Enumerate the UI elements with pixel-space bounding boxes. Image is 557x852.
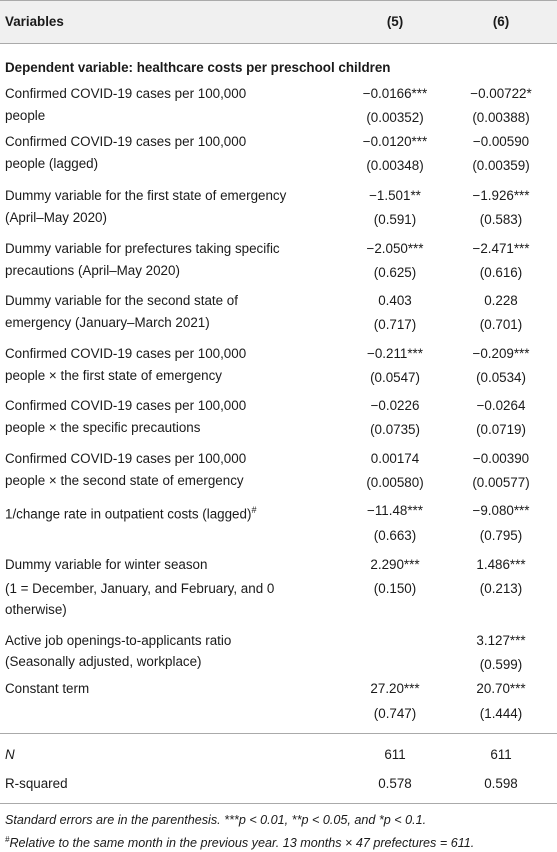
row-label-text: 1/change rate in outpatient costs (lagged): [5, 506, 252, 522]
row-label: Confirmed COVID-19 cases per 100,000: [5, 134, 247, 149]
coef-col5: −1.501**: [369, 188, 421, 203]
se-col6: (0.795): [479, 528, 523, 543]
coef-col5: 0.403: [378, 293, 412, 308]
se-col5: (0.717): [373, 317, 417, 332]
coef-col5: −2.050***: [366, 241, 424, 256]
se-col6: (0.00359): [472, 158, 530, 173]
row-label: Dummy variable for prefectures taking specific: [5, 241, 280, 256]
se-col6: (0.583): [479, 212, 523, 227]
se-col5: (0.0735): [370, 422, 420, 437]
se-col5: (0.150): [373, 581, 417, 596]
se-col5: (0.0547): [370, 370, 420, 385]
row-label: people × the second state of emergency: [5, 473, 244, 488]
se-col6: (1.444): [479, 706, 523, 721]
section-title: Dependent variable: healthcare costs per preschool children: [5, 60, 391, 75]
row-label: people × the first state of emergency: [5, 368, 222, 383]
coef-col6: 0.228: [484, 293, 518, 308]
coef-col5: 2.290***: [370, 557, 420, 572]
footnote-marker: #: [5, 835, 10, 844]
row-label: Confirmed COVID-19 cases per 100,000: [5, 451, 247, 466]
coef-col6: −2.471***: [472, 241, 530, 256]
se-col5: (0.00348): [366, 158, 424, 173]
se-col6: (0.599): [479, 657, 523, 672]
se-col5: (0.747): [373, 706, 417, 721]
se-col6: (0.701): [479, 317, 523, 332]
header-col5: (5): [386, 14, 404, 29]
note-significance: Standard errors are in the parenthesis. ***p < 0.01, **p < 0.05, and *p < 0.1.: [5, 813, 427, 827]
coef-col5: 27.20***: [370, 681, 420, 696]
se-col5: (0.663): [373, 528, 417, 543]
row-label: Constant term: [5, 681, 90, 696]
coef-col6: −0.00722*: [470, 86, 532, 101]
stat-label-r2: R-squared: [5, 776, 68, 791]
row-label: Confirmed COVID-19 cases per 100,000: [5, 398, 247, 413]
row-label: Active job openings-to-applicants ratio: [5, 633, 232, 648]
stat-label-n: N: [5, 747, 15, 762]
row-label: Dummy variable for the first state of emergency: [5, 188, 287, 203]
se-col6: (0.0719): [476, 422, 526, 437]
header-variables: Variables: [5, 14, 64, 29]
coef-col5: −0.0120***: [362, 134, 428, 149]
coef-col6: −1.926***: [472, 188, 530, 203]
coef-col5: −0.211***: [367, 346, 423, 361]
se-col6: (0.00577): [472, 475, 530, 490]
note-footnote: [5, 831, 474, 852]
coef-col6: −0.0264: [476, 398, 526, 413]
coef-col6: −0.209***: [472, 346, 530, 361]
coef-col6: 1.486***: [476, 557, 526, 572]
row-label: emergency (January–March 2021): [5, 315, 210, 330]
row-label: Dummy variable for the second state of: [5, 293, 238, 308]
row-label: (1 = December, January, and February, and 0: [5, 581, 275, 596]
row-label: [5, 502, 256, 522]
stat-n-col6: 611: [490, 747, 512, 762]
note-footnote-text: Relative to the same month in the previous year. 13 months × 47 prefectures = 611.: [9, 836, 475, 851]
bottom-rule: [0, 803, 557, 804]
se-col5: (0.00352): [366, 110, 424, 125]
header-col6: (6): [492, 14, 510, 29]
header-rule: [0, 43, 557, 44]
row-label: people: [5, 108, 46, 123]
top-rule: [0, 0, 557, 1]
stat-r2-col5: 0.578: [378, 776, 412, 791]
row-label: otherwise): [5, 602, 67, 617]
row-label: Confirmed COVID-19 cases per 100,000: [5, 346, 247, 361]
se-col6: (0.213): [479, 581, 523, 596]
se-col5: (0.591): [373, 212, 417, 227]
se-col5: (0.625): [373, 265, 417, 280]
se-col5: (0.00580): [366, 475, 424, 490]
coef-col5: −0.0226: [370, 398, 420, 413]
row-label: people × the specific precautions: [5, 420, 201, 435]
se-col6: (0.00388): [472, 110, 530, 125]
se-col6: (0.0534): [476, 370, 526, 385]
footnote-marker: #: [251, 505, 257, 515]
coef-col5: 0.00174: [370, 451, 420, 466]
stat-n-col5: 611: [384, 747, 406, 762]
stats-rule: [0, 733, 557, 734]
row-label: (Seasonally adjusted, workplace): [5, 654, 202, 669]
coef-col5: −0.0166***: [362, 86, 428, 101]
coef-col6: −0.00390: [472, 451, 530, 466]
row-label: precautions (April–May 2020): [5, 263, 180, 278]
row-label: Confirmed COVID-19 cases per 100,000: [5, 86, 247, 101]
stat-r2-col6: 0.598: [484, 776, 518, 791]
coef-col6: −9.080***: [472, 503, 530, 518]
se-col6: (0.616): [479, 265, 523, 280]
row-label: Dummy variable for winter season: [5, 557, 208, 572]
coef-col6: −0.00590: [472, 134, 530, 149]
coef-col5: −11.48***: [367, 503, 423, 518]
row-label: people (lagged): [5, 156, 99, 171]
row-label: (April–May 2020): [5, 210, 107, 225]
coef-col6: 3.127***: [476, 633, 526, 648]
coef-col6: 20.70***: [476, 681, 526, 696]
